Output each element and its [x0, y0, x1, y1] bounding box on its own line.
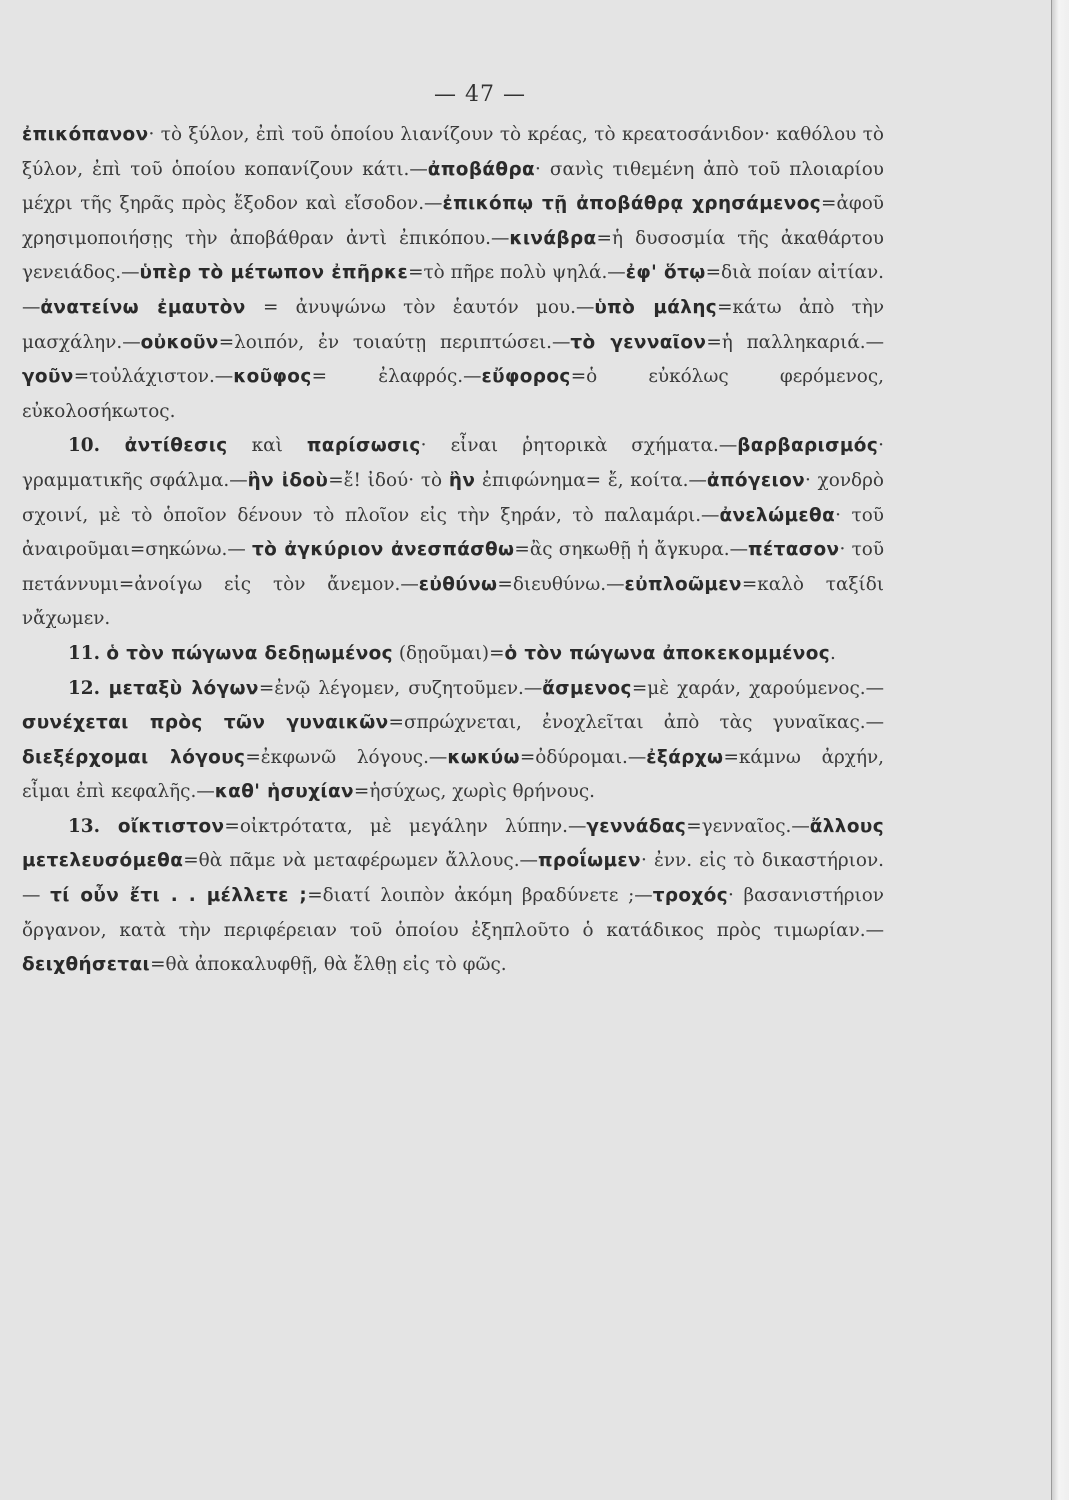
gloss-text: =ἡσύχως, χωρὶς θρήνους. [353, 781, 596, 803]
lemma-term: γοῦν [22, 366, 74, 388]
gloss-text: · χονδρὸ σχοινί, μὲ τὸ ὁποῖον δένουν τὸ πλοῖον εἰς τὴν ξηράν, τὸ παλαμάρι.— [22, 469, 884, 526]
paragraph-number: 13. [68, 815, 118, 837]
gloss-text: =διὰ ποίαν αἰτίαν.— [22, 262, 884, 318]
page-number: — 47 — [434, 82, 526, 107]
gloss-text: =ὁ εὐκόλως φερόμενος, εὐκολοσήκωτος. [22, 366, 884, 422]
lemma-term: μεταξὺ λόγων [108, 677, 259, 699]
lemma-term: ἄσμενος [542, 677, 632, 699]
paragraph-number: 11. [68, 642, 107, 664]
lemma-term: ἐξάρχω [646, 746, 724, 768]
gloss-text: =οἰκτρότατα, μὲ μεγάλην λύπην.— [224, 815, 587, 837]
gloss-text: =ἂς σηκωθῇ ἡ ἄγκυρα.— [514, 539, 749, 561]
gloss-text: =ἀφοῦ χρησιμοποιήσῃς τὴν ἀποβάθραν ἀντὶ ἐπικόπου.— [22, 193, 884, 249]
lemma-term: τροχός [652, 885, 729, 907]
lemma-term: ἀπόγειον [706, 469, 806, 491]
gloss-text: (δῃοῦμαι)= [392, 642, 505, 664]
lemma-term: ἐπικόπανον [22, 124, 149, 145]
gloss-text: · τοῦ ἀναιροῦμαι=σηκώνω.— [22, 504, 884, 561]
lemma-term: παρίσωσις [306, 435, 421, 457]
gloss-text: · ἐνν. εἰς τὸ δικαστήριον.— [22, 850, 884, 907]
gloss-text: =ὀδύρομαι.— [519, 746, 647, 768]
paragraph [22, 118, 884, 429]
lemma-term: εὔφορος [481, 366, 571, 388]
gloss-text: =γενναῖος.— [686, 815, 810, 837]
lemma-term: δειχθήσεται [22, 954, 151, 976]
gloss-text: · βασανιστήριον ὄργανον, κατὰ τὴν περιφέρειαν τοῦ ὁποίου ἐξηπλοῦτο ὁ κατάδικος πρὸς τιμωρίαν.— [22, 885, 884, 941]
lemma-term: ὑπὸ μάλης [594, 296, 718, 318]
lemma-term: τὸ γενναῖον [570, 331, 707, 353]
text-body [22, 118, 884, 983]
lemma-term: ὑπὲρ τὸ μέτωπον ἐπῆρκε [139, 262, 409, 284]
paragraph-number: 10. [68, 435, 125, 457]
gloss-text: =ἐνῷ λέγομεν, συζητοῦμεν.— [258, 677, 543, 699]
gloss-text: =κάτω ἀπὸ τὴν μασχάλην.— [22, 296, 884, 353]
gloss-text: =ἡ παλληκαριά.— [706, 331, 884, 353]
gloss-text: =ἡ δυσοσμία τῆς ἀκαθάρτου γενειάδος.— [22, 227, 884, 284]
gloss-text: =τὸ πῆρε πολὺ ψηλά.— [408, 262, 626, 284]
lemma-term: οἴκτιστον [117, 815, 225, 837]
gloss-text: · εἶναι ῥητορικὰ σχήματα.— [420, 435, 738, 457]
gloss-text: =λοιπόν, ἐν τοιαύτῃ περιπτώσει.— [218, 331, 571, 353]
lemma-term: ἐπικόπῳ τῇ ἀποβάθρᾳ χρησάμενος [442, 193, 822, 215]
gloss-text: =διευθύνω.— [497, 573, 625, 595]
gloss-text: = ἀνυψώνω τὸν ἑαυτόν μου.— [245, 296, 595, 318]
gloss-text: =τοὐλάχιστον.— [73, 366, 234, 388]
lemma-term: ἐφ' ὅτῳ [625, 262, 706, 284]
lemma-term: γεννάδας [586, 815, 687, 837]
gloss-text: ἐπιφώνημα= ἔ, κοίτα.— [475, 469, 707, 491]
lemma-term: καθ' ἡσυχίαν [214, 781, 354, 803]
gloss-text: =μὲ χαράν, χαρούμενος.— [631, 677, 884, 699]
gloss-text: =διατί λοιπὸν ἀκόμη βραδύνετε ;— [307, 885, 653, 907]
paragraph [22, 810, 884, 983]
lemma-term: ἀνατείνω ἐμαυτὸν [40, 296, 246, 318]
lemma-term: ἀποβάθρα [427, 158, 536, 180]
gloss-text: =ἔ! ἰδού· τὸ [328, 469, 449, 491]
paragraph [22, 429, 884, 637]
gloss-text: =κάμνω ἀρχήν, εἶμαι ἐπὶ κεφαλῆς.— [22, 746, 884, 803]
lemma-term: ἢν ἰδοὺ [247, 469, 329, 491]
gloss-text: =σπρώχνεται, ἐνοχλεῖται ἀπὸ τὰς γυναῖκας.— [388, 712, 885, 734]
lemma-term: βαρβαρισμός [737, 435, 879, 457]
lemma-term: ἢν [448, 469, 476, 491]
lemma-term: κινάβρα [509, 227, 597, 249]
lemma-term: συνέχεται πρὸς τῶν γυναικῶν [22, 712, 389, 734]
gloss-text: καὶ [227, 435, 307, 457]
lemma-term: οὐκοῦν [140, 331, 219, 353]
gloss-text: · τὸ ξύλον, ἐπὶ τοῦ ὁποίου λιανίζουν τὸ κρέας, τὸ κρεατοσάνιδον· καθόλου τὸ ξύλον, ἐπὶ τοῦ ὁποίου κοπανίζουν κάτι.— [22, 124, 884, 180]
lemma-term: κωκύω [447, 746, 520, 768]
gloss-text: =θὰ ἀποκαλυφθῇ, θὰ ἔλθῃ εἰς τὸ φῶς. [150, 954, 507, 976]
paragraph [22, 672, 884, 810]
lemma-term: εὐθύνω [418, 573, 498, 595]
gloss-text: =ἐκφωνῶ λόγους.— [245, 746, 448, 768]
lemma-term: ὁ τὸν πώγωνα δεδῃωμένος [106, 642, 393, 664]
gloss-text: · τοῦ πετάννυμι=ἀνοίγω εἰς τὸν ἄνεμον.— [22, 539, 885, 595]
gloss-text: =καλὸ ταξίδι νἄχωμεν. [22, 573, 884, 630]
lemma-term: κοῦφος [233, 366, 312, 388]
lemma-term: τὸ ἀγκύριον ἀνεσπάσθω [252, 539, 515, 561]
lemma-term: ἀντίθεσις [124, 435, 228, 457]
lemma-term: ὁ τὸν πώγωνα ἀποκεκομμένος [504, 642, 831, 664]
paragraph [22, 637, 884, 672]
gloss-text: · γραμματικῆς σφάλμα.— [22, 435, 884, 491]
gloss-text: . [830, 642, 836, 664]
lemma-term: ἄλλους μετελευσόμεθα [22, 815, 884, 872]
lemma-term: πέτασον [748, 539, 840, 561]
gloss-text: = ἐλαφρός.— [311, 366, 482, 388]
gloss-text: =θὰ πᾶμε νὰ μεταφέρωμεν ἄλλους.— [183, 850, 538, 872]
lemma-term: ἀνελώμεθα [719, 504, 836, 526]
lemma-term: τί οὖν ἔτι . . μέλλετε ; [50, 885, 308, 907]
gloss-text: · σανὶς τιθεμένη ἀπὸ τοῦ πλοιαρίου μέχρι τῆς ξηρᾶς πρὸς ἔξοδον καὶ εἴσοδον.— [22, 158, 884, 215]
lemma-term: διεξέρχομαι λόγους [22, 746, 246, 768]
lemma-term: προΐωμεν [537, 850, 641, 872]
paragraph-number: 12. [68, 677, 109, 699]
lemma-term: εὐπλοῶμεν [624, 573, 742, 595]
page-edge [1051, 0, 1069, 1500]
